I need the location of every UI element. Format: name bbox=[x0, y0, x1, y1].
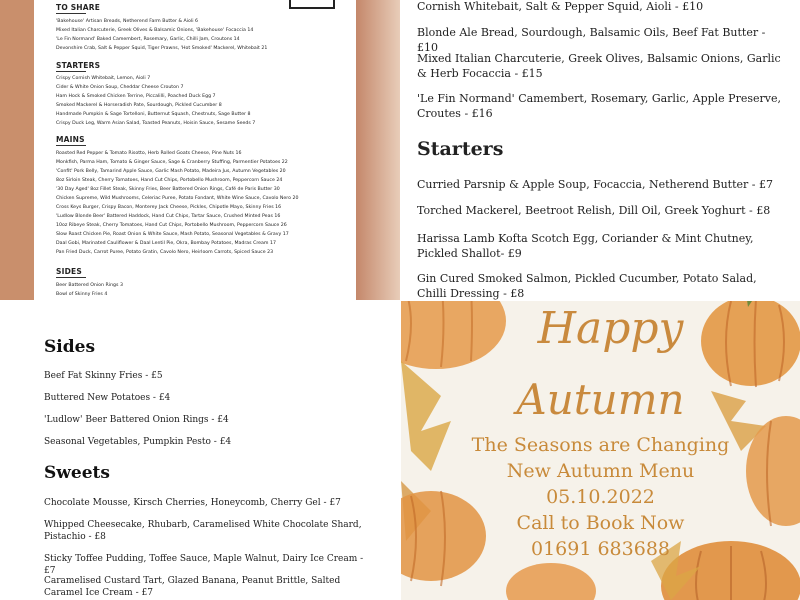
menu-item: Whipped Cheesecake, Rhubarb, Caramelised White Chocolate Shard, Pistachio - £8 bbox=[44, 520, 362, 542]
menu-item: Ham Hock & Smoked Chicken Terrine, Piccalilli, Poached Duck Egg 7 bbox=[56, 94, 216, 99]
menu-item: 'Confit' Pork Belly, Tamarind Apple Sauce, Garlic Mash Potato, Madeira Jus, Autumn Vegetables 20 bbox=[56, 169, 286, 174]
menu-item: Monkfish, Parma Ham, Tomato & Ginger Sauce, Sage & Cranberry Stuffing, Parmentier Potatoes 22 bbox=[56, 160, 288, 165]
poster-line-phone: 01691 683688 bbox=[530, 538, 670, 560]
menu-item: Handmade Pumpkin & Sage Tortelloni, Butternut Squash, Chestnuts, Sage Butter 8 bbox=[56, 112, 251, 117]
menu-item: Crispy Duck Leg, Warm Asian Salad, Toasted Peanuts, Hoisin Sauce, Sesame Seeds 7 bbox=[56, 121, 256, 126]
section-title: MAINS bbox=[56, 135, 85, 144]
menu-item: Mixed Italian Charcuterie, Greek Olives, Balsamic Onions, Garlic & Herb Focaccia - £15 bbox=[417, 52, 781, 80]
menu-edge bbox=[356, 0, 400, 300]
menu-item: 10oz Ribeye Steak, Cherry Tomatoes, Hand Cut Chips, Portobello Mushroom, Peppercorn Sauce 26 bbox=[56, 223, 287, 228]
menu-page bbox=[34, 0, 356, 300]
menu-item: Chocolate Mousse, Kirsch Cherries, Honeycomb, Cherry Gel - £7 bbox=[44, 498, 341, 508]
poster-line-new-menu: New Autumn Menu bbox=[506, 460, 695, 482]
menu-item: Crispy Cornish Whitebait, Lemon, Aioli 7 bbox=[56, 76, 151, 81]
section-title: STARTERS bbox=[56, 61, 101, 70]
menu-item: 'Le Fin Normand' Baked Camembert, Rosemary, Garlic, Chilli Jam, Croutons 14 bbox=[56, 37, 240, 42]
menu-item: Roasted Red Pepper & Tomato Risotto, Herb Rolled Goats Cheese, Pine Nuts 16 bbox=[56, 151, 242, 156]
section-title: SIDES bbox=[56, 267, 86, 278]
poster-script-happy: Happy bbox=[537, 303, 684, 354]
menu-panel-bottom-left bbox=[0, 300, 400, 600]
sides-heading: Sides bbox=[44, 337, 96, 357]
menu-item: Bowl of Skinny Fries 4 bbox=[56, 292, 108, 297]
menu-item: Blonde Ale Bread, Sourdough, Balsamic Oils, Beef Fat Butter - £10 bbox=[417, 26, 766, 54]
menu-item: Cornish Whitebait, Salt & Pepper Squid, Aioli - £10 bbox=[417, 0, 704, 13]
poster-script-autumn: Autumn bbox=[516, 375, 685, 424]
menu-item: Cider & White Onion Soup, Cheddar Cheese Crouton 7 bbox=[56, 85, 184, 90]
menu-item: Chicken Supreme, Wild Mushrooms, Celeriac Puree, Potato Fondant, White Wine Sauce, Cavolo Nero 20 bbox=[56, 196, 299, 201]
menu-item: Gin Cured Smoked Salmon, Pickled Cucumber, Potato Salad, Chilli Dressing - £8 bbox=[417, 272, 757, 300]
menu-item: 8oz Sirloin Steak, Cherry Tomatoes, Hand Cut Chips, Portobello Mushroom, Peppercorn Sauce 24 bbox=[56, 178, 283, 183]
sweets-heading: Sweets bbox=[44, 463, 110, 483]
menu-item: Torched Mackerel, Beetroot Relish, Dill Oil, Greek Yoghurt - £8 bbox=[417, 204, 771, 217]
menu-item: Seasonal Vegetables, Pumpkin Pesto - £4 bbox=[44, 437, 232, 447]
menu-item: Cross Keys Burger, Crispy Bacon, Monterey Jack Cheese, Pickles, Chipotle Mayo, Skinny Fries 16 bbox=[56, 205, 282, 210]
section-title: TO SHARE bbox=[56, 3, 101, 12]
starters-heading: Starters bbox=[417, 138, 504, 160]
menu-item: Buttered New Potatoes - £4 bbox=[44, 393, 171, 403]
poster-line-seasons: The Seasons are Changing bbox=[471, 434, 730, 456]
menu-item: Slow Roast Chicken Pie, Roast Onion & White Sauce, Mash Potato, Seasonal Vegetables & Gravy 17 bbox=[56, 232, 289, 237]
menu-item: Devonshire Crab, Salt & Pepper Squid, Tiger Prawns, 'Hot Smoked' Mackerel, Whitebait 21 bbox=[56, 46, 268, 51]
poster-line-call: Call to Book Now bbox=[516, 512, 685, 534]
menu-item: Harissa Lamb Kofta Scotch Egg, Coriander & Mint Chutney, Pickled Shallot- £9 bbox=[417, 232, 754, 260]
menu-item: 'Ludlow' Beer Battered Onion Rings - £4 bbox=[44, 415, 229, 425]
menu-item: 'Bakehouse' Artisan Breads, Netherend Farm Butter & Aioli 6 bbox=[56, 19, 198, 24]
menu-item: Smoked Mackerel & Horseradish Pate, Sourdough, Pickled Cucumber 8 bbox=[56, 103, 222, 108]
menu-item: Beef Fat Skinny Fries - £5 bbox=[44, 371, 163, 381]
menu-item: 'Le Fin Normand' Camembert, Rosemary, Garlic, Apple Preserve, Croutes - £16 bbox=[417, 92, 781, 120]
menu-item: '30 Day Aged' 8oz Fillet Steak, Skinny Fries, Beer Battered Onion Rings, Café de Paris Butter 30 bbox=[56, 187, 280, 192]
menu-item: 'Ludlow Blonde Beer' Battered Haddock, Hand Cut Chips, Tartar Sauce, Crushed Minted Peas 16 bbox=[56, 214, 281, 219]
printed-menu-photo bbox=[0, 0, 400, 300]
menu-panel-top-right bbox=[400, 0, 800, 300]
logo-box bbox=[289, 0, 335, 9]
menu-item: Beer Battered Onion Rings 3 bbox=[56, 283, 123, 288]
menu-item: Caramelised Custard Tart, Glazed Banana, Peanut Brittle, Salted Caramel Ice Cream - £7 bbox=[44, 576, 341, 598]
menu-item: Sticky Toffee Pudding, Toffee Sauce, Maple Walnut, Dairy Ice Cream - £7 bbox=[44, 554, 364, 576]
menu-item: Mixed Italian Charcuterie, Greek Olives & Balsamic Onions, 'Bakehouse' Focaccia 14 bbox=[56, 28, 254, 33]
poster-line-date: 05.10.2022 bbox=[546, 486, 655, 508]
menu-item: Curried Parsnip & Apple Soup, Focaccia, Netherend Butter - £7 bbox=[417, 178, 773, 191]
menu-item: Pan Fried Duck, Carrot Puree, Potato Gratin, Cavolo Nero, Heirloom Carrots, Spiced Sauce 23 bbox=[56, 250, 274, 255]
autumn-poster bbox=[401, 301, 800, 600]
menu-item: Daal Gobi, Marinated Cauliflower & Daal Lentil Pie, Okra, Bombay Potatoes, Madras Cream 17 bbox=[56, 241, 276, 246]
